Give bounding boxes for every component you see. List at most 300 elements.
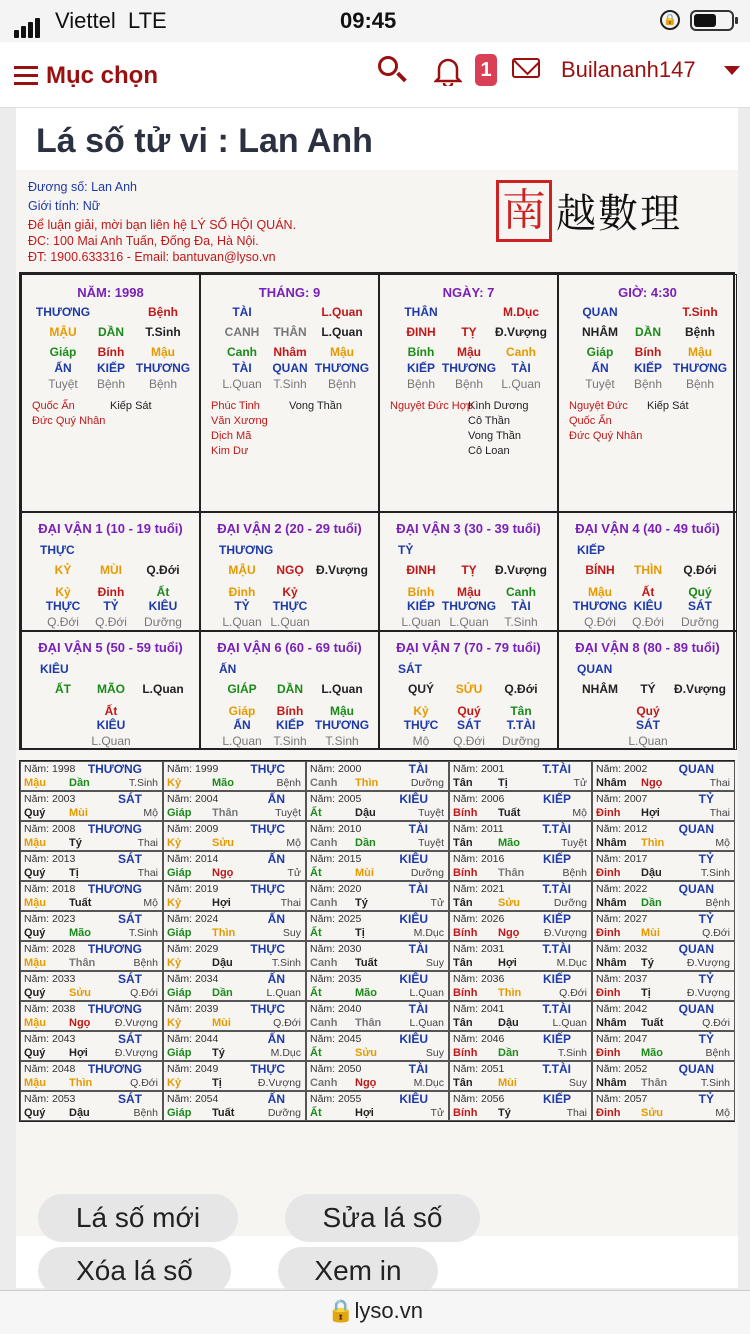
year-god: TÀI xyxy=(408,822,428,836)
daivan-title: ĐẠI VẬN 3 (30 - 39 tuổi) xyxy=(396,521,541,536)
year-label: Năm: 2040 xyxy=(310,1003,362,1015)
year-cell[interactable] xyxy=(20,1031,163,1061)
daivan-god: QUAN xyxy=(577,662,613,676)
status-bar xyxy=(0,0,750,42)
daivan-row-1: SÁT xyxy=(636,718,660,732)
year-phase: Tử xyxy=(430,1107,444,1119)
pillar-row-0: Bính xyxy=(407,345,435,359)
daivan-cell xyxy=(558,512,737,631)
daivan-title: ĐẠI VẬN 7 (70 - 79 tuổi) xyxy=(396,640,541,655)
year-cell[interactable] xyxy=(306,1001,449,1031)
year-cell[interactable] xyxy=(449,791,592,821)
pillar-row-0: Tuyệt xyxy=(585,377,615,391)
year-label: Năm: 2018 xyxy=(24,883,76,895)
pillar-row-2: Canh xyxy=(506,345,536,359)
daivan-row-0: QUÝ xyxy=(407,682,434,696)
year-god: THƯƠNG xyxy=(87,942,142,956)
year-god: TÀI xyxy=(408,942,428,956)
year-stem: Kỷ xyxy=(167,1077,182,1089)
year-label: Năm: 2027 xyxy=(596,913,648,925)
year-stem: Giáp xyxy=(167,867,192,879)
daivan-row-2: Q.Đới xyxy=(683,563,717,577)
chart-panel xyxy=(16,170,738,1236)
year-cell[interactable] xyxy=(449,911,592,941)
year-cell[interactable] xyxy=(20,1091,163,1121)
pillar-row-1: KIẾP xyxy=(96,361,125,375)
year-stem: Nhâm xyxy=(596,957,627,969)
year-label: Năm: 2013 xyxy=(24,853,76,865)
year-cell[interactable] xyxy=(592,821,735,851)
pillar-row-2: Đ.Vượng xyxy=(495,325,547,339)
year-phase: Tuyệt xyxy=(561,837,587,849)
year-label: Năm: 2026 xyxy=(453,913,505,925)
daivan-row-0: ẤT xyxy=(55,682,71,696)
year-label: Năm: 2025 xyxy=(310,913,362,925)
year-stem: Canh xyxy=(310,777,338,789)
year-cell[interactable] xyxy=(306,851,449,881)
year-branch: Dần xyxy=(498,1047,519,1059)
pillar-extra: Nguyệt Đức xyxy=(569,400,628,412)
year-label: Năm: 2032 xyxy=(596,943,648,955)
year-stem: Ất xyxy=(310,807,322,819)
daivan-row-1: MÙI xyxy=(100,563,122,577)
year-god: QUAN xyxy=(678,822,714,836)
year-cell[interactable] xyxy=(592,1091,735,1121)
daivan-row-1: MÃO xyxy=(97,682,125,696)
year-god: ẤN xyxy=(267,1032,285,1046)
year-label: Năm: 1999 xyxy=(167,763,219,775)
year-branch: Dần xyxy=(355,837,376,849)
year-phase: Đ.Vượng xyxy=(686,957,730,969)
year-branch: Hợi xyxy=(69,1047,88,1059)
year-phase: Đ.Vượng xyxy=(114,1047,158,1059)
year-stem: Giáp xyxy=(167,807,192,819)
year-god: TÀI xyxy=(408,1062,428,1076)
year-label: Năm: 2044 xyxy=(167,1033,219,1045)
year-god: SÁT xyxy=(118,1092,142,1106)
year-phase: T.Sinh xyxy=(557,1047,587,1059)
year-cell[interactable] xyxy=(592,791,735,821)
year-branch: Hợi xyxy=(641,807,660,819)
pillar-row-1: DẦN xyxy=(98,325,124,339)
year-stem: Kỷ xyxy=(167,837,182,849)
year-cell[interactable] xyxy=(592,971,735,1001)
daivan-row-1: KIÊU xyxy=(96,718,126,732)
pillar-extra: Dịch Mã xyxy=(211,430,252,442)
year-god: THƯƠNG xyxy=(87,1002,142,1016)
daivan-row-2: KIÊU xyxy=(148,599,178,613)
year-cell[interactable] xyxy=(449,851,592,881)
year-phase: Bệnh xyxy=(705,1047,730,1059)
pillar-row-1: Bính xyxy=(634,345,662,359)
year-stem: Bính xyxy=(453,807,478,819)
year-label: Năm: 2019 xyxy=(167,883,219,895)
year-label: Năm: 2039 xyxy=(167,1003,219,1015)
year-cell[interactable] xyxy=(592,911,735,941)
year-label: Năm: 2047 xyxy=(596,1033,648,1045)
daivan-row-0: Q.Đới xyxy=(47,615,79,629)
year-cell[interactable] xyxy=(592,941,735,971)
year-god: KIẾP xyxy=(542,792,571,806)
new-chart-button[interactable]: Lá số mới xyxy=(38,1194,238,1242)
pillar-row-0: MẬU xyxy=(49,325,77,339)
year-label: Năm: 2008 xyxy=(24,823,76,835)
year-stem: Đinh xyxy=(596,867,621,879)
pillar-row-1: TỴ xyxy=(461,325,477,339)
daivan-row-2: Đ.Vượng xyxy=(674,682,726,696)
year-stem: Đinh xyxy=(596,1107,621,1119)
bell-icon[interactable] xyxy=(434,56,462,91)
daivan-row-2: T.Sinh xyxy=(325,734,359,748)
year-branch: Thìn xyxy=(355,777,379,789)
year-branch: Mùi xyxy=(69,807,88,819)
year-stem: Nhâm xyxy=(596,1017,627,1029)
pillar-title: NĂM: 1998 xyxy=(77,285,144,300)
daivan-row-2: Quý xyxy=(688,585,712,599)
year-cell[interactable] xyxy=(20,1061,163,1091)
year-stem: Giáp xyxy=(167,987,192,999)
year-god: SÁT xyxy=(118,852,142,866)
pillar-extra: Nguyệt Đức Hợp xyxy=(390,400,474,412)
daivan-row-1: THÌN xyxy=(634,563,662,577)
pillar-cell xyxy=(558,274,737,512)
year-cell[interactable] xyxy=(20,851,163,881)
year-god: KIÊU xyxy=(399,912,428,926)
year-cell[interactable] xyxy=(449,941,592,971)
year-cell[interactable] xyxy=(306,881,449,911)
year-god: SÁT xyxy=(118,792,142,806)
daivan-cell xyxy=(379,631,558,750)
year-branch: Tý xyxy=(355,897,368,909)
pillar-row-2: L.Quan xyxy=(321,305,363,319)
daivan-title: ĐẠI VẬN 1 (10 - 19 tuổi) xyxy=(38,521,183,536)
year-branch: Thìn xyxy=(212,927,236,939)
year-god: QUAN xyxy=(678,882,714,896)
year-phase: Q.Đới xyxy=(702,1017,730,1029)
year-label: Năm: 2003 xyxy=(24,793,76,805)
year-phase: Suy xyxy=(282,927,301,939)
daivan-title: ĐẠI VẬN 6 (60 - 69 tuổi) xyxy=(217,640,362,655)
year-cell[interactable] xyxy=(163,1061,306,1091)
daivan-row-1: T.Sinh xyxy=(273,734,307,748)
year-cell[interactable] xyxy=(449,1031,592,1061)
year-label: Năm: 2016 xyxy=(453,853,505,865)
year-branch: Tý xyxy=(641,957,654,969)
year-stem: Quý xyxy=(24,807,46,819)
year-cell[interactable] xyxy=(592,1061,735,1091)
pillar-row-1: Mậu xyxy=(457,345,481,359)
daivan-row-1: Quý xyxy=(457,704,481,718)
pillar-row-0: THÂN xyxy=(404,305,438,319)
year-cell[interactable] xyxy=(306,1031,449,1061)
year-stem: Canh xyxy=(310,1017,338,1029)
pillar-extra: Kiếp Sát xyxy=(647,400,689,412)
daivan-title: ĐẠI VẬN 2 (20 - 29 tuổi) xyxy=(217,521,362,536)
year-stem: Quý xyxy=(24,927,46,939)
year-phase: Dưỡng xyxy=(410,777,444,789)
daivan-row-0: GIÁP xyxy=(227,682,257,696)
daivan-row-1: SÁT xyxy=(457,718,481,732)
daivan-row-2: T.TÀI xyxy=(506,718,536,732)
menu-button[interactable]: Mục chọn xyxy=(46,62,158,89)
print-view-button[interactable]: Xem in xyxy=(278,1247,438,1295)
year-phase: Dưỡng xyxy=(267,1107,301,1119)
pillar-extra: Đức Quý Nhân xyxy=(569,430,643,442)
year-god: KIÊU xyxy=(399,852,428,866)
year-cell[interactable] xyxy=(306,821,449,851)
edit-chart-button[interactable]: Sửa lá số xyxy=(285,1194,480,1242)
year-branch: Mùi xyxy=(212,1017,231,1029)
year-cell[interactable] xyxy=(449,1061,592,1091)
year-branch: Tị xyxy=(355,927,365,939)
year-phase: Bệnh xyxy=(133,1107,158,1119)
info-name: Đương số: Lan Anh xyxy=(28,180,137,194)
year-god: T.TÀI xyxy=(542,1062,571,1076)
year-god: T.TÀI xyxy=(542,822,571,836)
year-cell[interactable] xyxy=(306,1061,449,1091)
year-stem: Tân xyxy=(453,777,473,789)
year-branch: Tuất xyxy=(355,957,378,969)
daivan-god: TỶ xyxy=(398,543,414,557)
year-cell[interactable] xyxy=(306,941,449,971)
year-branch: Dần xyxy=(212,987,233,999)
year-phase: Dưỡng xyxy=(410,867,444,879)
year-cell[interactable] xyxy=(163,911,306,941)
year-stem: Mậu xyxy=(24,777,46,789)
year-god: T.TÀI xyxy=(542,762,571,776)
year-stem: Tân xyxy=(453,897,473,909)
pillar-row-0: ẤN xyxy=(54,361,72,375)
daivan-title: ĐẠI VẬN 4 (40 - 49 tuổi) xyxy=(575,521,720,536)
year-cell[interactable] xyxy=(20,761,163,791)
year-cell[interactable] xyxy=(592,761,735,791)
year-branch: Tuất xyxy=(212,1107,235,1119)
year-cell[interactable] xyxy=(20,971,163,1001)
pillar-cell xyxy=(379,274,558,512)
daivan-row-0: L.Quan xyxy=(401,615,441,629)
year-stem: Nhâm xyxy=(596,837,627,849)
year-label: Năm: 2045 xyxy=(310,1033,362,1045)
pillar-row-0: ĐINH xyxy=(406,325,436,339)
year-cell[interactable] xyxy=(592,1031,735,1061)
year-cell[interactable] xyxy=(163,971,306,1001)
year-label: Năm: 2034 xyxy=(167,973,219,985)
year-branch: Hợi xyxy=(212,897,231,909)
year-cell[interactable] xyxy=(449,971,592,1001)
battery-icon xyxy=(690,10,734,31)
year-cell[interactable] xyxy=(163,1091,306,1121)
year-stem: Bính xyxy=(453,927,478,939)
daivan-cell xyxy=(200,631,379,750)
year-phase: M.Dục xyxy=(413,1077,444,1089)
daivan-row-2: Dưỡng xyxy=(502,734,540,748)
year-branch: Tuất xyxy=(498,807,521,819)
year-god: T.TÀI xyxy=(542,1002,571,1016)
pillar-extra: Kình Dương xyxy=(468,400,529,412)
year-stem: Kỷ xyxy=(167,897,182,909)
year-branch: Mão xyxy=(498,837,520,849)
daivan-row-2: THƯƠNG xyxy=(314,718,370,732)
daivan-row-0: Mộ xyxy=(412,734,430,748)
pillar-row-0: TÀI xyxy=(232,305,252,319)
daivan-row-2: TÀI xyxy=(511,599,531,613)
year-cell[interactable] xyxy=(163,1031,306,1061)
pillar-row-2: T.Sinh xyxy=(145,325,181,339)
url-bar[interactable] xyxy=(0,1290,750,1334)
year-phase: Bệnh xyxy=(133,957,158,969)
daivan-row-1: TÝ xyxy=(640,682,656,696)
year-cell[interactable] xyxy=(20,911,163,941)
pillar-title: NGÀY: 7 xyxy=(442,285,495,300)
year-phase: Q.Đới xyxy=(559,987,587,999)
year-cell[interactable] xyxy=(592,1001,735,1031)
pillar-row-1: Bính xyxy=(97,345,125,359)
year-branch: Tị xyxy=(498,777,508,789)
notification-badge[interactable]: 1 xyxy=(475,54,497,86)
year-phase: Thai xyxy=(137,837,158,849)
daivan-god: THỰC xyxy=(40,543,75,557)
daivan-row-2: Q.Đới xyxy=(146,563,180,577)
delete-chart-button[interactable]: Xóa lá số xyxy=(38,1247,231,1295)
year-cell[interactable] xyxy=(163,821,306,851)
year-cell[interactable] xyxy=(163,941,306,971)
year-stem: Ất xyxy=(310,987,322,999)
year-branch: Mùi xyxy=(355,867,374,879)
user-menu[interactable]: Builananh147 xyxy=(561,57,696,82)
year-cell[interactable] xyxy=(20,1001,163,1031)
year-stem: Canh xyxy=(310,897,338,909)
year-cell[interactable] xyxy=(163,1001,306,1031)
year-cell[interactable] xyxy=(449,1091,592,1121)
year-cell[interactable] xyxy=(20,791,163,821)
year-cell[interactable] xyxy=(163,761,306,791)
year-branch: Mùi xyxy=(641,927,660,939)
daivan-row-2: Canh xyxy=(506,585,536,599)
pillar-cell xyxy=(200,274,379,512)
daivan-row-1: L.Quan xyxy=(628,734,668,748)
pillar-extra: Kiếp Sát xyxy=(110,400,152,412)
year-phase: Mộ xyxy=(572,807,587,819)
year-cell[interactable] xyxy=(592,881,735,911)
year-phase: Đ.Vượng xyxy=(543,927,587,939)
year-stem: Đinh xyxy=(596,927,621,939)
year-label: Năm: 2056 xyxy=(453,1093,505,1105)
pillar-row-1: Nhâm xyxy=(273,345,307,359)
daivan-cell xyxy=(379,512,558,631)
year-branch: Dậu xyxy=(212,957,233,969)
mail-icon[interactable] xyxy=(512,58,540,78)
year-cell[interactable] xyxy=(449,1001,592,1031)
year-cell[interactable] xyxy=(163,851,306,881)
year-phase: L.Quan xyxy=(409,1017,444,1029)
year-label: Năm: 2035 xyxy=(310,973,362,985)
daivan-row-2: Dưỡng xyxy=(681,615,719,629)
year-stem: Đinh xyxy=(596,807,621,819)
year-cell[interactable] xyxy=(449,881,592,911)
daivan-row-0: BÍNH xyxy=(585,563,615,577)
pillar-row-2: M.Dục xyxy=(503,305,539,319)
year-stem: Bính xyxy=(453,867,478,879)
year-cell[interactable] xyxy=(449,821,592,851)
year-god: KIẾP xyxy=(542,852,571,866)
pillar-row-0: CANH xyxy=(224,325,260,339)
daivan-god: SÁT xyxy=(398,662,422,676)
daivan-row-0: NHÂM xyxy=(582,682,618,696)
year-phase: Bệnh xyxy=(276,777,301,789)
year-god: T.TÀI xyxy=(542,882,571,896)
pillar-row-0: KIẾP xyxy=(406,361,435,375)
year-god: THỰC xyxy=(250,822,285,836)
year-label: Năm: 2054 xyxy=(167,1093,219,1105)
year-cell[interactable] xyxy=(163,791,306,821)
year-stem: Giáp xyxy=(167,1107,192,1119)
search-icon[interactable] xyxy=(378,56,398,76)
year-cell[interactable] xyxy=(20,821,163,851)
info-address: ĐC: 100 Mai Anh Tuấn, Đống Đa, Hà Nội. xyxy=(28,234,259,248)
year-branch: Sửu xyxy=(498,897,521,909)
year-branch: Mão xyxy=(212,777,234,789)
year-god: ẤN xyxy=(267,1092,285,1106)
year-phase: Q.Đới xyxy=(130,987,158,999)
lock-icon: 🔒 xyxy=(327,1298,355,1323)
year-branch: Thìn xyxy=(498,987,522,999)
year-branch: Dậu xyxy=(69,1107,90,1119)
year-cell[interactable] xyxy=(449,761,592,791)
daivan-row-1: Đinh xyxy=(97,585,125,599)
pillar-row-0: L.Quan xyxy=(222,377,262,391)
year-phase: Q.Đới xyxy=(702,927,730,939)
year-cell[interactable] xyxy=(306,911,449,941)
year-cell[interactable] xyxy=(20,941,163,971)
content-card xyxy=(16,108,738,1288)
year-branch: Sửu xyxy=(212,837,235,849)
daivan-row-0: Q.Đới xyxy=(584,615,616,629)
clock: 09:45 xyxy=(340,8,397,33)
chevron-down-icon[interactable] xyxy=(724,66,740,75)
year-stem: Ất xyxy=(310,927,322,939)
year-phase: Suy xyxy=(568,1077,587,1089)
year-phase: Đ.Vượng xyxy=(257,1077,301,1089)
year-cell[interactable] xyxy=(163,881,306,911)
year-cell[interactable] xyxy=(592,851,735,881)
year-cell[interactable] xyxy=(306,1091,449,1121)
year-label: Năm: 2042 xyxy=(596,1003,648,1015)
daivan-row-0: THỰC xyxy=(403,718,439,732)
year-cell[interactable] xyxy=(306,761,449,791)
daivan-row-1: Q.Đới xyxy=(453,734,485,748)
daivan-god: ẤN xyxy=(219,662,237,676)
year-stem: Tân xyxy=(453,1017,473,1029)
year-god: KIẾP xyxy=(542,1092,571,1106)
year-branch: Mão xyxy=(69,927,91,939)
year-cell[interactable] xyxy=(20,881,163,911)
daivan-row-0: Bính xyxy=(407,585,435,599)
signal-icon xyxy=(14,12,42,38)
hamburger-menu-icon[interactable] xyxy=(14,66,38,90)
year-cell[interactable] xyxy=(306,791,449,821)
year-god: TỶ xyxy=(698,912,714,926)
year-cell[interactable] xyxy=(306,971,449,1001)
pillar-row-0: Tuyệt xyxy=(48,377,78,391)
year-label: Năm: 2014 xyxy=(167,853,219,865)
year-label: Năm: 2036 xyxy=(453,973,505,985)
pillar-row-0: Bệnh xyxy=(406,377,436,391)
daivan-row-2: Tân xyxy=(510,704,532,718)
page-title: Lá số tử vi : Lan Anh xyxy=(36,122,373,160)
daivan-row-0: ẤN xyxy=(233,718,251,732)
year-god: KIÊU xyxy=(399,1092,428,1106)
daivan-row-1: Ất xyxy=(104,704,118,718)
